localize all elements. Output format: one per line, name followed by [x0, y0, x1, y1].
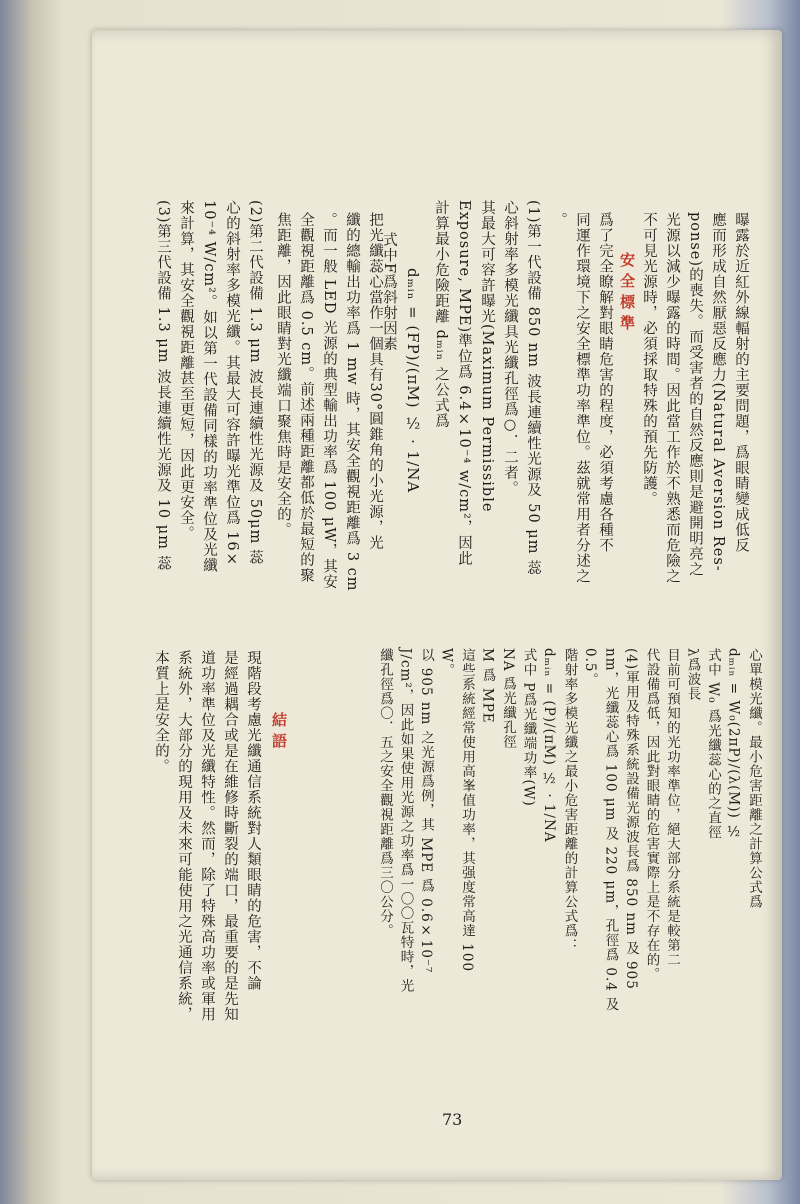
item2-line: (3)第三代設備 1.3 μm 波長連續性光源及 10 μm 蕊 [155, 200, 171, 572]
item3-line: 式中 W₀ 爲光纖蕊心的之直徑 [705, 648, 721, 840]
item4-line: 式中 P爲光纖端功率(W) [520, 648, 537, 807]
conclusion-line: 道功率準位及光纖特性。然而，除了特殊高功率或軍用 [199, 650, 215, 1022]
formula-1: dₘᵢₙ = (FP)/(πM) ½ · 1/NA [404, 268, 422, 494]
item3-line: 代設備爲低，因此對眼睛的危害實際上是不存在的。 [643, 648, 660, 982]
item4-formula: dₘᵢₙ = (P)/(πM) ½ · 1/NA [541, 648, 557, 843]
intro-line: ponse)的喪失。而受害者的自然反應則是避開明亮之 [687, 212, 703, 578]
item1-line: (1)第一代設備 850 nm 波長連續性光源及 50 μm 蕊 [525, 200, 541, 576]
conclusion-line: 是經過耦合或是在維修時斷裂的端口，最重要的是先知 [222, 650, 238, 1022]
item1-cont-line: 纖的總輸出功率爲 1 mw 時，其安全觀視距離爲 3 cm [344, 212, 360, 592]
intro-line: 應而形成自然厭惡反應力(Natural Aversion Res- [710, 212, 726, 572]
safety-line: 。 [551, 212, 567, 228]
item2-line: (2)第二代設備 1.3 μm 波長連續性光源及 50μm 蕊 [247, 200, 263, 566]
item2-line: 來計算，其安全觀視距離甚至更短，因此更安全。 [178, 200, 194, 541]
intro-paragraph [637, 212, 752, 702]
safety-heading: 安全標準 [618, 252, 636, 336]
item3-line: 目前可預知的光功率準位，絕大部分系統是較第二 [664, 648, 680, 967]
item1-paragraph [429, 200, 544, 620]
conclusion-line: 系統外，大部分的現用及未來可能使用之光通信系統， [176, 650, 192, 1022]
item1-cont-line: 全觀視距離爲 0.5 cm。前述兩種距離都低於最短的聚 [298, 212, 314, 584]
item2-line: 10⁻⁴ W/cm²。如以第一代設備同樣的功率準位及光纖 [201, 200, 217, 573]
item4-line: W。 [438, 648, 455, 678]
conclusion-line: 現階段考慮光纖通信系統對人類眼睛的危害，不論 [245, 650, 261, 991]
safety-line: 爲了完全瞭解對眼睛危害的程度，必須考慮各種不 [597, 212, 613, 553]
intro-line: 不可見光源時，必須採取特殊的預先防護。 [641, 212, 657, 507]
item1-cont-line: 焦距離，因此眼睛對光纖端口聚焦時是安全的。 [275, 212, 291, 538]
item1-cont-line: 把光纖蕊心當作一個具有30°圓錐角的小光源，光 [367, 212, 383, 551]
item4-line: 以 905 nm 之光源爲例，其 MPE 爲 0.6×10⁻⁷ [418, 648, 434, 974]
item4-line: 階射率多模光纖之最小危害距離的計算公式爲： [561, 648, 578, 953]
formula-1-note: 式中F爲斜射因素 [381, 232, 397, 352]
item1-line: 計算最小危險距離 dₘᵢₙ 之公式爲 [433, 200, 449, 429]
item3-line: λ爲波長 [684, 648, 701, 702]
item3-4-section [375, 648, 765, 1078]
conclusion-paragraph [149, 650, 264, 1080]
item4-line: M 爲 MPE [479, 648, 496, 724]
item4-line: (4)軍用及特殊系統設備光源波長爲 850 nm 及 905 [623, 648, 639, 990]
item2-line: 心的斜射率多模光纖。其最大可容許曝光準位爲 16× [224, 200, 240, 569]
intro-line: 曝露於近紅外線輻射的主要問題，爲眼睛變成低反 [733, 212, 749, 553]
item1-line: 其最大可容許曝光(Maximum Permissible [479, 200, 495, 513]
safety-intro [547, 212, 616, 612]
item4-line: NA 爲光纖孔徑 [500, 648, 516, 750]
item3-line: 心單模光纖。最小危害距離之計算公式爲 [746, 648, 762, 909]
item1-line: 心斜射率多模光纖具光纖孔徑爲○．二者。 [502, 200, 518, 496]
intro-line: 光源以減少曝露的時間。因此當工作於不熟悉而危險之 [664, 212, 680, 584]
item4-line: J/cm²，因此如果使用光源之功率爲一〇〇瓦特時，光 [397, 648, 414, 994]
item4-line: 這些系統經常使用高峯值功率，其强度常高達 100 [459, 648, 475, 973]
safety-line: 同運作環境下之安全標準功率準位。茲就常用者分述之 [574, 212, 590, 584]
page-number: 73 [442, 1110, 463, 1129]
conclusion-line: 本質上是安全的。 [153, 650, 169, 774]
item4-line: 0.5。 [582, 648, 598, 687]
item3-formula: dₘᵢₙ = W₀(2πP)/(λ(M)) ½ [725, 648, 742, 842]
conclusion-heading: 結語 [270, 712, 288, 754]
item1-cont-line: 。而一般 LED 光源的典型輸出功率爲 100 μW，其安 [321, 212, 337, 590]
item4-line: 纖孔徑爲〇．五之安全觀視距離爲三〇公分。 [377, 648, 393, 938]
item1-continued [271, 212, 386, 622]
item2-paragraph [151, 200, 266, 620]
item4-line: nm，光纖蕊心爲 100 μm 及 220 μm，孔徑爲 0.4 及 [602, 648, 619, 1012]
item1-line: Exposure, MPE)準位爲 6.4×10⁻⁴ w/cm²，因此 [456, 200, 472, 567]
